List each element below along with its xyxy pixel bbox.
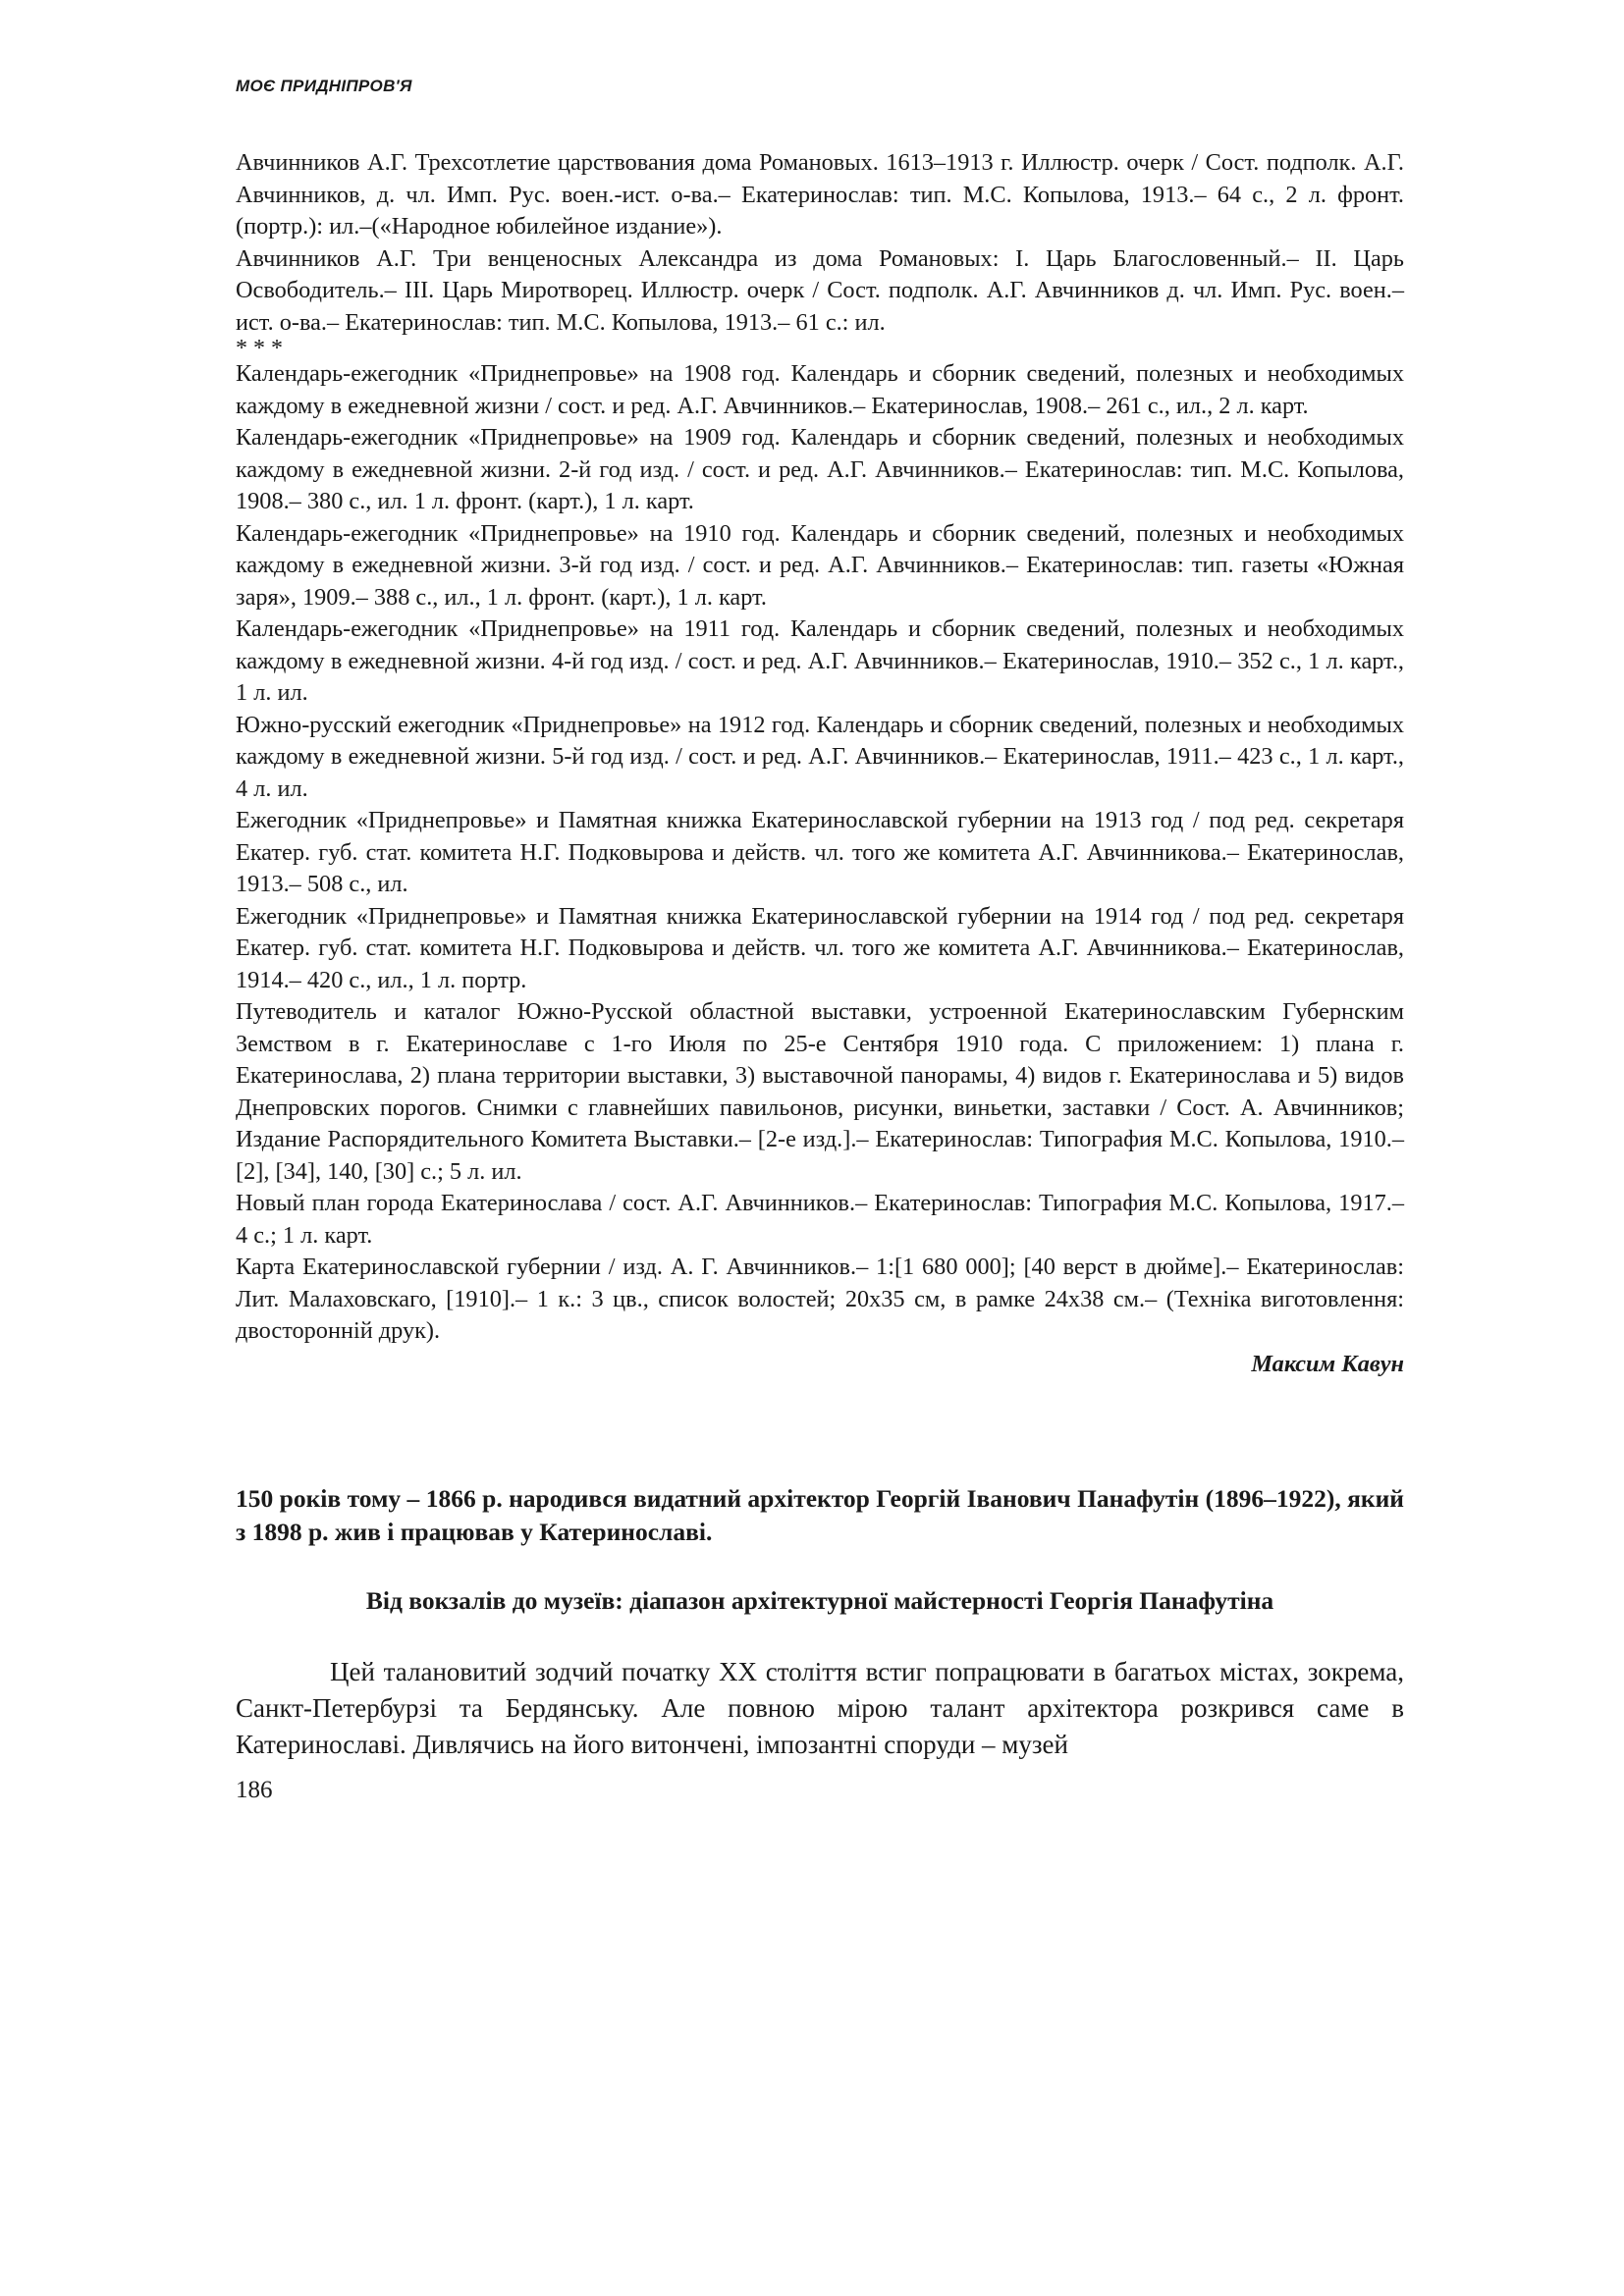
section-separator: * * * <box>236 336 283 361</box>
bib-entry: Календарь-ежегодник «Приднепровье» на 1908 год. Календарь и сборник сведений, полезных и необходимых каждому в ежедневной жизни / сост. и ред. А.Г. Авчинников.– Екатеринослав, 1908.– 261 с., ил., 2 л. карт. <box>236 360 1404 419</box>
bib-entry: Календарь-ежегодник «Приднепровье» на 1911 год. Календарь и сборник сведений, полезных и необходимых каждому в ежедневной жизни. 4-й год изд. / сост. и ред. А.Г. Авчинников.– Екатеринослав, 1910.– 352 с., 1 л. карт., 1 л. ил. <box>236 615 1404 706</box>
article-title: Від вокзалів до музеїв: діапазон архітектурної майстерності Георгія Панафутіна <box>365 1586 1274 1615</box>
bib-entry: Ежегодник «Приднепровье» и Памятная книжка Екатеринославской губернии на 1913 год / под ред. секретаря Екатер. губ. стат. комитета Н.Г. Подковырова и действ. чл. того же комитета А.Г. Авчинникова.– Екатеринослав, 1913.– 508 с., ил. <box>236 807 1404 897</box>
bib-entry: Южно-русский ежегодник «Приднепровье» на 1912 год. Календарь и сборник сведений, полезных и необходимых каждому в ежедневной жизни. 5-й год изд. / сост. и ред. А.Г. Авчинников.– Екатеринослав, 1911.– 423 с., 1 л. карт., 4 л. ил. <box>236 711 1404 802</box>
bib-entry: Новый план города Екатеринослава / сост. А.Г. Авчинников.– Екатеринослав: Типография М.С. Копылова, 1917.– 4 с.; 1 л. карт. <box>236 1190 1404 1249</box>
bibliography <box>236 147 1404 1381</box>
anniversary-heading: 150 років тому – 1866 р. народився видатний архітектор Георгій Іванович Панафутін (1896–1922), який з 1898 р. жив і працював у Катеринославі. <box>236 1484 1404 1546</box>
bib-entry: Путеводитель и каталог Южно-Русской областной выставки, устроенной Екатеринославским Губернским Земством в г. Екатеринославе с 1-го Июля по 25-е Сентября 1910 года. С приложением: 1) плана г. Екатеринослава, 2) плана территории выставки, 3) выставочной панорамы, 4) видов г. Екатеринослава и 5) видов Днепровских порогов. Снимки с главнейших павильонов, рисунки, виньетки, заставки / Сост. А. Авчинников; Издание Распорядительного Комитета Выставки.– [2-е изд.].– Екатеринослав: Типография М.С. Копылова, 1910.– [2], [34], 140, [30] с.; 5 л. ил. <box>236 998 1404 1185</box>
page-number: 186 <box>236 1777 273 1803</box>
bib-entry: Авчинников А.Г. Три венценосных Александра из дома Романовых: I. Царь Благословенный.– II. Царь Освободитель.– III. Царь Миротворец. Иллюстр. очерк / Сост. подполк. А.Г. Авчинников д. чл. Имп. Рус. воен.–ист. о-ва.– Екатеринослав: тип. М.С. Копылова, 1913.– 61 с.: ил. <box>236 244 1404 336</box>
article-paragraph: Цей талановитий зодчий початку ХХ століття встиг попрацювати в багатьох містах, зокрема, Санкт-Петербурзі та Бердянську. Але повною мірою талант архітектора розкрився саме в Катеринославі. Дивлячись на його витончені, імпозантні споруди – музей <box>236 1657 1404 1759</box>
bib-entry: Ежегодник «Приднепровье» и Памятная книжка Екатеринославской губернии на 1914 год / под ред. секретаря Екатер. губ. стат. комитета Н.Г. Подковырова и действ. чл. того же комитета А.Г. Авчинникова.– Екатеринослав, 1914.– 420 с., ил., 1 л. портр. <box>236 902 1404 993</box>
running-head: МОЄ ПРИДНІПРОВ'Я <box>236 77 412 95</box>
bib-entry: Календарь-ежегодник «Приднепровье» на 1910 год. Календарь и сборник сведений, полезных и необходимых каждому в ежедневной жизни. 3-й год изд. / сост. и ред. А.Г. Авчинников.– Екатеринослав: тип. газеты «Южная заря», 1909.– 388 с., ил., 1 л. фронт. (карт.), 1 л. карт. <box>236 519 1404 611</box>
bib-entry: Авчинников А.Г. Трехсотлетие царствования дома Романовых. 1613–1913 г. Иллюстр. очерк / Сост. подполк. А.Г. Авчинников, д. чл. Имп. Рус. воен.-ист. о-ва.– Екатеринослав: тип. М.С. Копылова, 1913.– 64 с., 2 л. фронт. (портр.): ил.–(«Народное юбилейное издание»). <box>236 149 1404 240</box>
bib-entry: Календарь-ежегодник «Приднепровье» на 1909 год. Календарь и сборник сведений, полезных и необходимых каждому в ежедневной жизни. 2-й год изд. / сост. и ред. А.Г. Авчинников.– Екатеринослав: тип. М.С. Копылова, 1908.– 380 с., ил. 1 л. фронт. (карт.), 1 л. карт. <box>236 424 1404 514</box>
author-signature: Максим Кавун <box>1251 1350 1404 1377</box>
bib-entry: Карта Екатеринославской губернии / изд. А. Г. Авчинников.– 1:[1 680 000]; [40 верст в дюйме].– Екатеринослав: Лит. Малаховскаго, [1910].– 1 к.: 3 цв., список волостей; 20х35 см, в рамке 24х38 см.– (Техніка виготовлення: двосторонній друк). <box>236 1254 1404 1344</box>
